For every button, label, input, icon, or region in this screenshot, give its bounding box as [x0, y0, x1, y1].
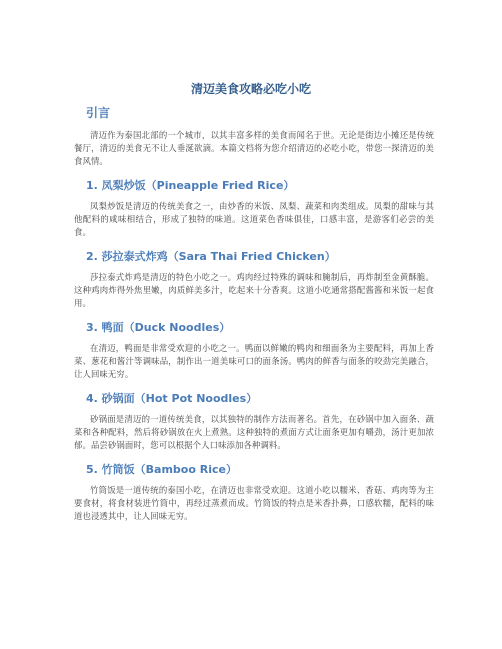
intro-heading: 引言 — [86, 106, 111, 120]
section-heading-sara-thai-fried-chicken: 2. 莎拉泰式炸鸡（Sara Thai Fried Chicken） — [86, 250, 336, 263]
section-heading-hot-pot-noodles: 4. 砂锅面（Hot Pot Noodles） — [86, 392, 258, 405]
section-paragraph-duck-noodles: 在清迈，鸭面是非常受欢迎的小吃之一。鸭面以鲜嫩的鸭肉和细面条为主要配料，再加上香菜、葱花和酱汁等调味品，制作出一道美味可口的面条汤。鸭肉的鲜香与面条的咬劲完美融合，让人回味无穷。 — [74, 343, 434, 379]
intro-paragraph: 清迈作为泰国北部的一个城市，以其丰富多样的美食而闻名于世。无论是街边小摊还是传统餐厅，清迈的美食无不让人垂涎欲滴。本篇文档将为您介绍清迈的必吃小吃，带您一探清迈的美食风情。 — [74, 130, 434, 166]
section-heading-pineapple-fried-rice: 1. 凤梨炒饭（Pineapple Fried Rice） — [86, 179, 295, 192]
document-body — [74, 104, 434, 532]
section-paragraph-sara-thai-fried-chicken: 莎拉泰式炸鸡是清迈的特色小吃之一。鸡肉经过特殊的调味和腌制后，再炸制至金黄酥脆。这种鸡肉炸得外焦里嫩，肉质鲜美多汁，吃起来十分香爽。这道小吃通常搭配酱酱和米饭一起食用。 — [74, 272, 434, 308]
section-paragraph-pineapple-fried-rice: 凤梨炒饭是清迈的传统美食之一，由炒香的米饭、凤梨、蔬菜和肉类组成。凤梨的甜味与其他配料的咸味相结合，形成了独特的味道。这道菜色香味俱佳，口感丰富，是游客们必尝的美食。 — [74, 201, 434, 237]
section-heading-duck-noodles: 3. 鸭面（Duck Noodles） — [86, 321, 231, 334]
section-paragraph-bamboo-rice: 竹筒饭是一道传统的泰国小吃，在清迈也非常受欢迎。这道小吃以糯米、香菇、鸡肉等为主要食材，将食材装进竹筒中，再经过蒸煮而成。竹筒饭的特点是米香扑鼻，口感软糯，配料的味道也浸透其中，让人回味无穷。 — [74, 485, 434, 521]
section-heading-bamboo-rice: 5. 竹筒饭（Bamboo Rice） — [86, 463, 237, 476]
section-paragraph-hot-pot-noodles: 砂锅面是清迈的一道传统美食，以其独特的制作方法而著名。首先，在砂锅中加入面条、蔬菜和各种配料，然后将砂锅放在火上煮熟。这种独特的煮面方式让面条更加有嚼劲，汤汁更加浓郁。品尝砂锅面时，您可以根据个人口味添加各种调料。 — [74, 414, 434, 450]
document-title: 清迈美食攻略必吃小吃 — [190, 82, 311, 96]
